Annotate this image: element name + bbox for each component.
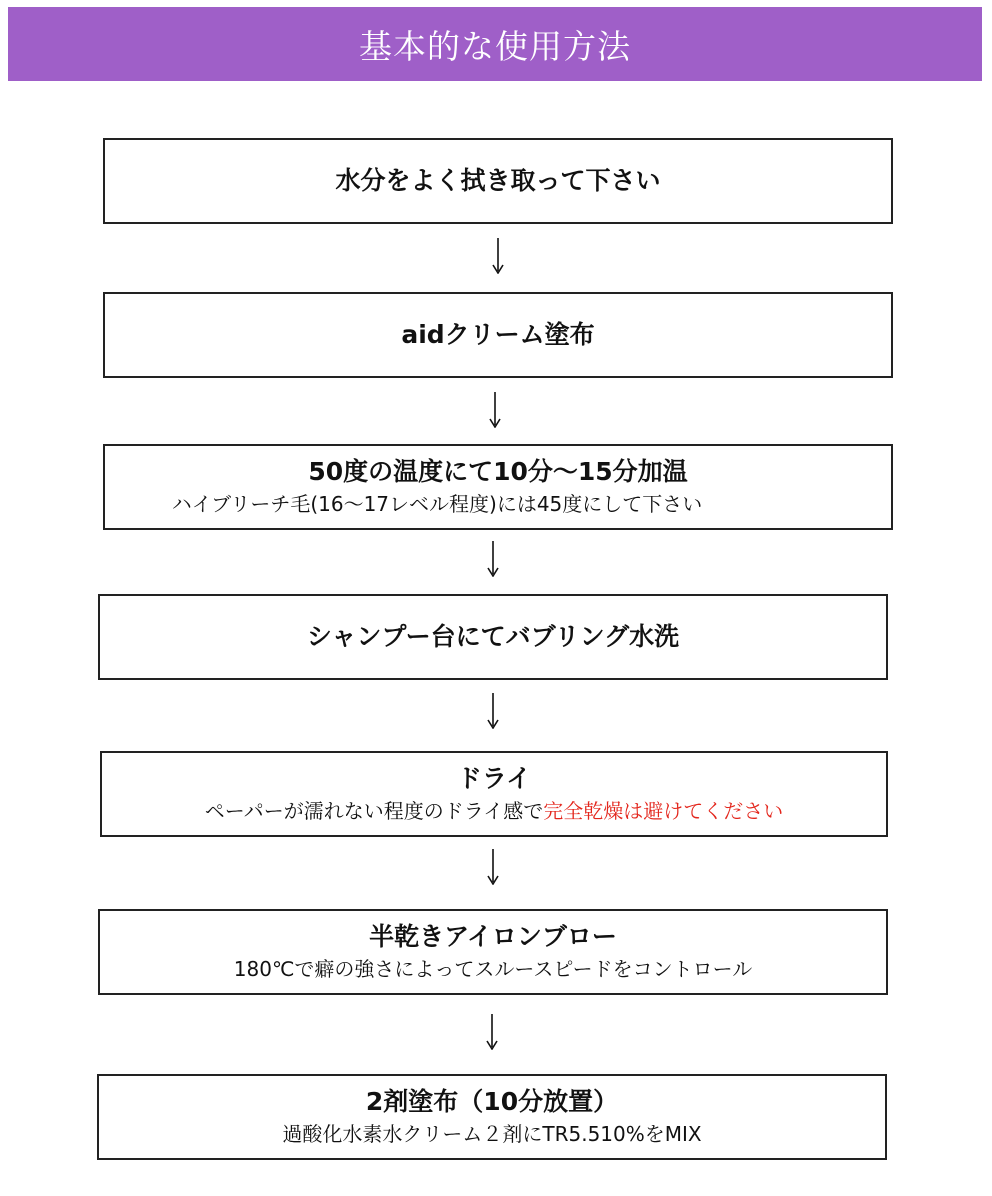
page-title: 基本的な使用方法: [359, 26, 631, 66]
step-5-warning: 完全乾燥は避けてください: [543, 799, 784, 823]
step-7-note: 過酸化水素水クリーム２剤にTR5.510%をMIX: [282, 1122, 702, 1146]
down-arrow-icon: [488, 392, 502, 428]
step-6-box: [98, 909, 888, 995]
down-arrow-icon: [485, 1014, 499, 1050]
step-4-title: シャンプー台にてバブリング水洗: [306, 622, 680, 651]
step-2-title: aidクリーム塗布: [401, 320, 595, 349]
step-2-box: [103, 292, 893, 378]
page-header: [8, 7, 982, 81]
step-5-title: ドライ: [456, 764, 532, 793]
step-4-box: [98, 594, 888, 680]
down-arrow-icon: [486, 693, 500, 729]
step-3-title: 50度の温度にて10分〜15分加温: [308, 457, 688, 486]
step-1-title: 水分をよく拭き取って下さい: [335, 166, 661, 195]
step-5-note-text: ペーパーが濡れない程度のドライ感で: [204, 799, 544, 823]
down-arrow-icon: [486, 541, 500, 577]
step-7-box: [97, 1074, 887, 1160]
step-5-box: [100, 751, 888, 837]
step-5-note: [205, 798, 783, 824]
step-3-note: ハイブリーチ毛(16〜17レベル程度)には45度にして下さい: [171, 492, 703, 516]
step-3-box: [103, 444, 893, 530]
down-arrow-icon: [486, 849, 500, 885]
step-6-note: 180℃で癖の強さによってスルースピードをコントロール: [233, 957, 753, 981]
down-arrow-icon: [491, 238, 505, 274]
step-7-title: 2剤塗布（10分放置）: [365, 1087, 619, 1116]
step-6-title: 半乾きアイロンブロー: [369, 922, 617, 951]
step-1-box: [103, 138, 893, 224]
